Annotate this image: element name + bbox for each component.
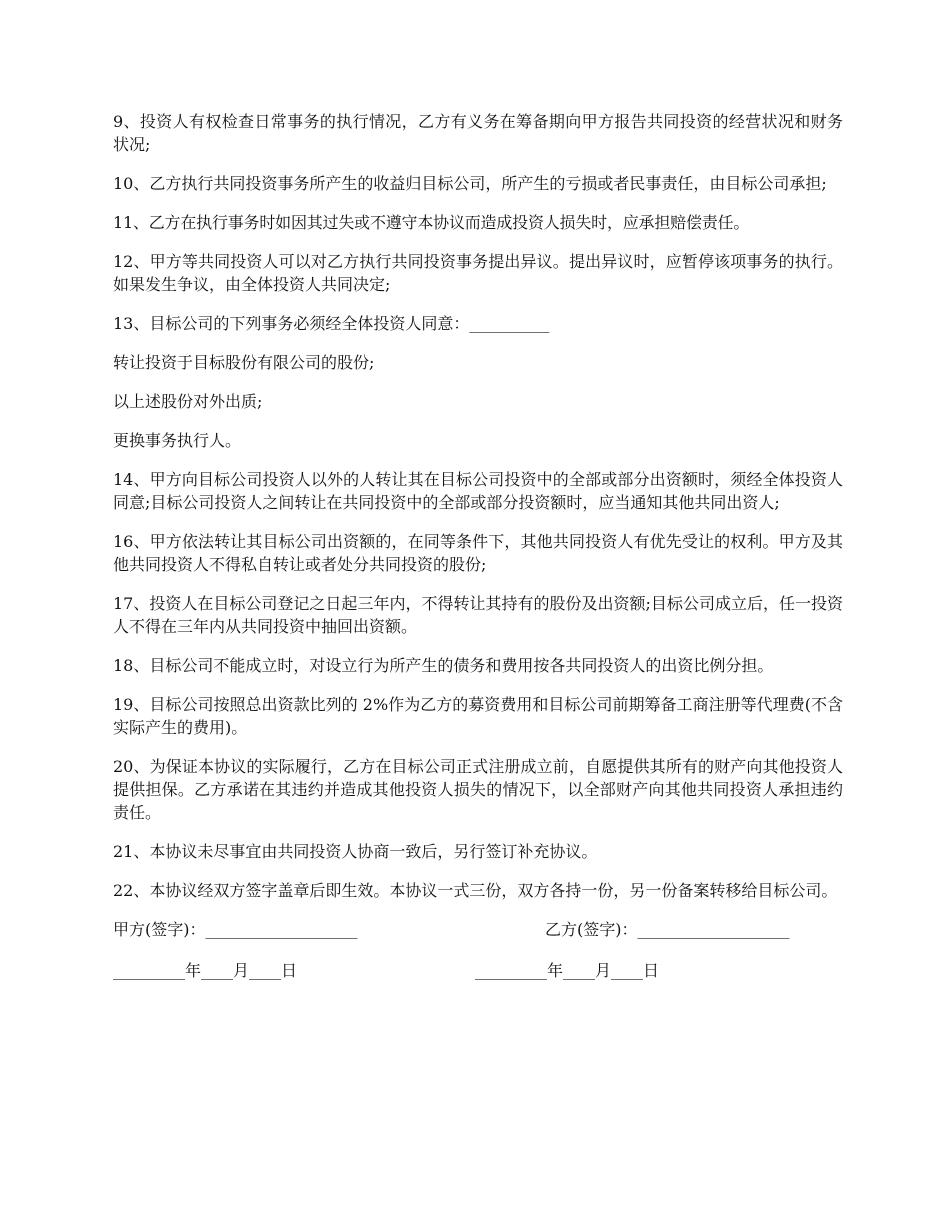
clause-14: 14、甲方向目标公司投资人以外的人转让其在目标公司投资中的全部或部分出资额时，须经全体投资人同意;目标公司投资人之间转让在共同投资中的全部或部分投资额时，应当通知其他共同出资人; bbox=[113, 470, 843, 512]
party-b-date: _________年____月____日 bbox=[475, 961, 660, 980]
agreement-document bbox=[113, 110, 843, 1000]
party-a-signature: 甲方(签字)：___________________ bbox=[113, 920, 358, 939]
clause-10: 10、乙方执行共同投资事务所产生的收益归目标公司，所产生的亏损或者民事责任，由目标公司承担; bbox=[113, 174, 827, 193]
party-b-signature: 乙方(签字)：___________________ bbox=[545, 920, 790, 939]
clause-20: 20、为保证本协议的实际履行，乙方在目标公司正式注册成立前，自愿提供其所有的财产向其他投资人提供担保。乙方承诺在其违约并造成其他投资人损失的情况下，以全部财产向其他共同投资人承担违约责任。 bbox=[113, 757, 843, 822]
clause-9: 9、投资人有权检查日常事务的执行情况，乙方有义务在筹备期向甲方报告共同投资的经营状况和财务状况; bbox=[113, 112, 843, 154]
clause-13-item-2: 以上述股份对外出质; bbox=[113, 392, 263, 411]
clause-19: 19、目标公司按照总出资款比列的 2%作为乙方的募资费用和目标公司前期筹备工商注册等代理费(不含实际产生的费用)。 bbox=[113, 695, 843, 737]
clause-13-item-1: 转让投资于目标股份有限公司的股份; bbox=[113, 353, 375, 372]
clause-21: 21、本协议未尽事宜由共同投资人协商一致后，另行签订补充协议。 bbox=[113, 842, 598, 861]
clause-13: 13、目标公司的下列事务必须经全体投资人同意：__________ bbox=[113, 314, 550, 333]
clause-18: 18、目标公司不能成立时，对设立行为所产生的债务和费用按各共同投资人的出资比例分担。 bbox=[113, 656, 774, 675]
signature-row bbox=[113, 918, 843, 941]
party-a-date: _________年____月____日 bbox=[113, 961, 298, 980]
clause-13-item-3: 更换事务执行人。 bbox=[113, 431, 242, 450]
clause-17: 17、投资人在目标公司登记之日起三年内，不得转让其持有的股份及出资额;目标公司成立后，任一投资人不得在三年内从共同投资中抽回出资额。 bbox=[113, 594, 843, 636]
clause-11: 11、乙方在执行事务时如因其过失或不遵守本协议而造成投资人损失时，应承担赔偿责任。 bbox=[113, 213, 750, 232]
clause-12: 12、甲方等共同投资人可以对乙方执行共同投资事务提出异议。提出异议时，应暂停该项事务的执行。如果发生争议，由全体投资人共同决定; bbox=[113, 252, 843, 294]
clause-16: 16、甲方依法转让其目标公司出资额的，在同等条件下，其他共同投资人有优先受让的权利。甲方及其他共同投资人不得私自转让或者处分共同投资的股份; bbox=[113, 532, 843, 574]
clause-22: 22、本协议经双方签字盖章后即生效。本协议一式三份，双方各持一份，另一份备案转移给目标公司。 bbox=[113, 881, 838, 900]
date-row bbox=[113, 959, 843, 982]
